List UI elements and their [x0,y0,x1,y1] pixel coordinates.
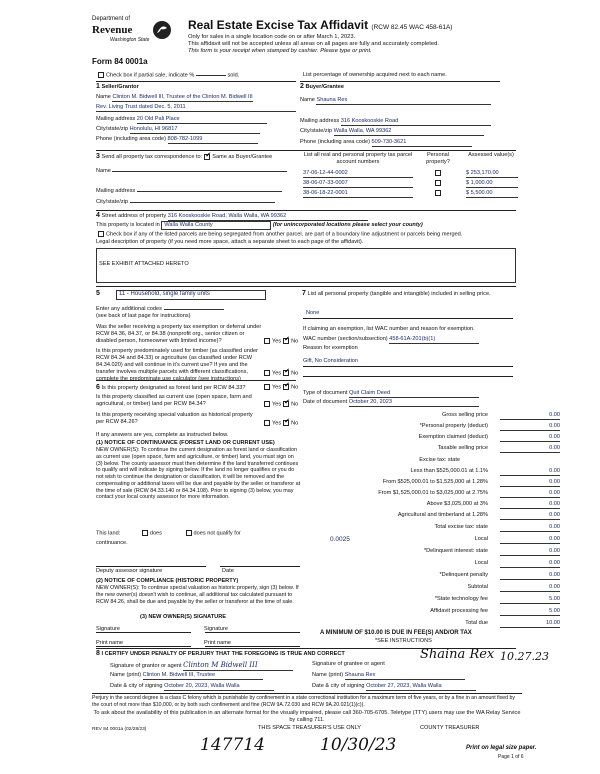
legal-label: Legal description of property (if you need more space, attach a separate sheet to each page of the affidavit). [96,239,364,245]
legal-description[interactable]: SEE EXHIBIT ATTACHED HERETO [96,248,516,283]
partial-sale-checkbox[interactable] [98,72,104,78]
tax-row: Less than $525,000.01 at 1.1% 0.00 [410,468,560,474]
s5-q2: Is this property predominately used for timber (as classified under RCW 84.34 and 84.33) or agriculture (as classified under RCW 84.34.020) and will continue in it's current use? If yes and the transfer involves multiple parcels with different classifications, complete the predominate use calculator (see instructions) [96,348,258,382]
personal-checkbox[interactable] [435,190,441,196]
tax-row: *Delinquent interest: state 0.00 [423,548,560,554]
grantee-signature[interactable]: Shaina Rex [420,647,495,662]
buyer-mailing: Mailing address 316 Kooskooskie Road [300,118,510,126]
tax-row: Total excise tax: state 0.00 [434,524,560,530]
tax-row: Affidavit processing fee 5.00 [430,608,560,614]
s5-q1-answer: Yes✔ No [262,338,298,345]
s5-q1: Was the seller receiving a property tax exemption or deferral under RCW 84.36, 84.37, or 84.38 (nonprofit org., senior citizen or disabled person, homeowner with limited income)? [96,324,262,344]
header-notes: Only for sales in a single location code on or after March 1, 2023. This affidavit will not be accepted unless all areas on all pages are fully and accurately completed. This form is your receipt when stamped by cashier. Please type or print. [188,34,439,55]
legal-paper: Print on legal size paper. [466,745,537,751]
page-number: Page 1 of 6 [498,754,524,760]
segregated-row: Check box if any of the listed parcels are being segregated from another parcel, are part of a boundary line adjustment or parcels being merged. [96,231,526,238]
new-owner-sigs: Signature Signature [96,626,228,632]
s3-name: Name [96,168,296,175]
segregated-checkbox[interactable] [98,231,104,237]
tax-row: Local 0.00 [474,536,560,542]
this-land-row: This land: does does not qualify for [96,530,241,537]
parcel-row: 37-06-12-44-0002 $ 253,170.00 [303,170,518,180]
grantor-name-row: Name (print) Clinton M. Bidwell III, Trustee [110,672,263,680]
dept-line2: Revenue [92,23,133,36]
seller-name-line2[interactable]: Rev. Living Trust dated Dec. 5, 2011 [96,104,296,112]
exemption-text: If claiming an exemption, list WAC number and reason for exemption. [303,326,475,332]
deputy-sig: Deputy assessor signature [96,568,163,574]
stamp-date: 10/30/23 [320,735,397,755]
dor-seal-icon [152,20,172,40]
grantee-date-row: Date & city of signing October 27, 2023, Walla Walla [312,683,476,691]
seller-mailing: Mailing address 20 Old Pali Place [96,116,296,124]
s5-q2-answer: Yes✔ No [262,370,298,377]
s6-q3: Is this property receiving special valuation as historical property per RCW 84.26? [96,412,253,425]
parcel-head: List all real and personal property tax parcel account numbers [303,152,413,165]
certify: 8 I CERTIFY UNDER PENALTY OF PERJURY THAT THE FOREGOING IS TRUE AND CORRECT [96,650,345,657]
dor-logo [92,16,172,56]
seller-name-value[interactable]: Clinton M. Bidwell III, Trustee of the Clinton M. Bidwell III [112,94,253,100]
alt-format-notice: To ask about the availability of this publication in an alternate format for the visually impaired, please call 360-705-6705. Teletype (TTY) users may use the WA Relay Service by calling 711. [93,710,521,723]
s6-q2: Is this property classified as current use (open space, farm and agricultural, or timber) land per RCW 84.34? [96,394,252,407]
section3-header: 3 Send all property tax correspondence to:✔ Same as Buyer/Grantee [96,153,272,162]
deputy-date: Date [222,568,234,574]
seller-name: Name Clinton M. Bidwell III, Trustee of the Clinton M. Bidwell III [96,94,253,100]
list-pct-note: List percentage of ownership acquired next to each name. [303,72,447,78]
street-address: 4 Street address of property 316 Kooskooskie Road, Walla Walla, WA 99362 [96,212,368,221]
personal-property-value[interactable]: None [306,310,320,316]
notice3-head: (3) NEW OWNER(S) SIGNATURE [140,614,226,620]
county-select-row: This property is located in Walla Walla County (for unincorporated locations please select your county) [96,222,423,228]
dept-line3: Washington State [110,37,150,44]
stamp-number: 147714 [200,735,265,755]
personal-checkbox[interactable] [435,170,441,176]
s6-q2-answer: Yes✔ No [262,401,298,408]
grantee-sig-date: 10.27.23 [500,650,549,663]
seller-heading: 1 Seller/Grantor [96,83,139,90]
personal-head: Personal property? [426,152,450,165]
tax-row: Agricultural and timberland at 1.28% 0.00 [397,512,560,518]
tax-row: Gross selling price 0.00 [441,412,560,418]
tax-row: Above $3,025,000 at 3% 0.00 [426,501,560,507]
tax-row: Taxable selling price 0.00 [437,445,560,451]
buyer-city: City/state/zip Walla Walla, WA 99362 [300,128,510,136]
grantor-sig-row: Signature of grantor or agent Clinton M Bidwell III [110,661,293,671]
tax-row: From $525,000.01 to $1,525,000 at 1.28% 0.00 [382,479,560,485]
minimum-note: A MINIMUM OF $10.00 IS DUE IN FEE(S) AND/OR TAX [320,630,472,636]
additional-codes: Enter any additional codes (see back of last page for instructions) [96,306,224,320]
s3-city: City/state/zip [96,199,296,206]
doc-type: Type of document Quit Claim Deed [303,390,479,398]
parcel-row: 38-06-07-33-0007 $ 1,000.00 [303,180,518,190]
treasurer-only: THIS SPACE TREASURER'S USE ONLY [258,725,362,731]
doc-date: Date of document October 20, 2023 [303,399,479,407]
section5-num: 5 [96,290,100,297]
form-number: Form 84 0001a [92,57,148,66]
s6-q1: 6 Is this property designated as forest land per RCW 84.33? [96,384,246,391]
tax-row: *Personal property (deduct) 0.00 [419,423,560,429]
seller-city: City/state/zip Honolulu, HI 96817 [96,126,296,134]
new-owner-names: Print name Print name [96,640,232,646]
county-select[interactable]: Walla Walla County [161,221,271,230]
local-rate: 0.0025 [330,536,350,543]
s3-mailing: Mailing address [96,188,296,195]
personal-checkbox[interactable] [435,180,441,186]
reason-label: Reason for exemption [303,345,358,351]
grantee-sig-row: Signature of grantee or agent [312,661,385,667]
wac-row: WAC number (section/subsection) 458-61A-201(b)(1) [303,336,479,344]
parcel-list [303,170,518,200]
form-title: Real Estate Excise Tax Affidavit (RCW 82.45 WAC 458-61A) [188,18,453,32]
buyer-heading: 2 Buyer/Grantee [300,83,345,90]
see-instructions: *SEE INSTRUCTIONS [375,638,432,644]
buyer-name: Name Shauna Rex [300,97,500,105]
reason-value[interactable]: Gift, No Consideration [303,358,359,364]
tax-row: Total due 10.00 [465,620,560,626]
section7-text: 7 List all personal property (tangible and intangible) included in selling price. [302,290,491,297]
grantee-name-row: Name (print) Shauna Rex [312,672,465,680]
grantor-date-row: Date & city of signing October 20, 2023, Walla Walla [110,683,274,691]
continuance: continuance. [96,540,128,546]
use-code-select[interactable]: 11 - Household, single family units [116,290,266,300]
tax-row: *Delinquent penalty 0.00 [439,572,560,578]
notice2-body: NEW OWNER(S): To continue special valuation as historic property, sign (3) below. If the new owner(s) doesn't wish to continue, all additional tax calculated pursuant to RCW 84.26, shall be due and payable by the seller or transferor at the time of sale. [96,585,299,605]
notice1-head: (1) NOTICE OF CONTINUANCE (FOREST LAND OR CURRENT USE) [96,440,275,446]
dept-line1: Department of [92,16,131,22]
tax-row: From $1,525,000.01 to $3,025,000 at 2.75% 0.00 [378,490,560,496]
buyer-phone: Phone (including area code) 509-730-3621 [300,139,510,147]
assessed-head: Assessed value(s) [468,152,514,158]
county-treasurer: COUNTY TREASURER [420,725,480,731]
perjury-notice: Perjury in the second degree is a class C felony which is punishable by confinement in a state correctional institution for a maximum term of five years, or by a fine in an amount fixed by the court of not more than $10,000, or by both such confinement and fine (RCW 9A.72.030 and RCW 9A.20.021(1)(c)). [92,695,515,708]
s6-q1-answer: Yes✔ No [262,384,298,391]
rev-number: REV 84 0001a (02/28/23) [92,727,147,732]
tax-row: Local 0.00 [474,560,560,566]
same-as-buyer-checkbox[interactable] [204,154,210,160]
notice2-head: (2) NOTICE OF COMPLIANCE (HISTORIC PROPERTY) [96,578,239,584]
tax-row: Exemption claimed (deduct) 0.00 [418,434,560,440]
notice1-body: NEW OWNER(S): To continue the current designation as forest land or classification as current use (open space, farm and agriculture, or timber) land, you must sign on (3) below. The county assessor must then determine if the land transferred continues to qualify and will indicate by signing below. If the land no longer qualifies or you do not wish to continue the designation or classification, it will be removed and the compensating or additional taxes will be due and payable by the seller or transferor at the time of sale (RCW 84.33.140 or 84.34.108). Prior to signing (3) below, you may contact your local county assessor for more information. [96,447,301,501]
s6-if-yes: If any answers are yes, complete as instructed below. [96,432,229,438]
s6-q3-answer: Yes✔ No [262,420,298,427]
tax-row: Excise tax: state [419,457,460,463]
partial-sale: Check box if partial sale, indicate % sold. [96,72,239,79]
grantor-signature[interactable]: Clinton M Bidwell III [183,661,293,671]
parcel-row: 38-06-18-22-0001 $ 5,500.00 [303,190,518,200]
tax-row: *State technology fee 5.00 [434,596,560,602]
seller-phone: Phone (including area code) 808-782-1099 [96,136,296,144]
tax-row: Subtotal 0.00 [467,584,560,590]
